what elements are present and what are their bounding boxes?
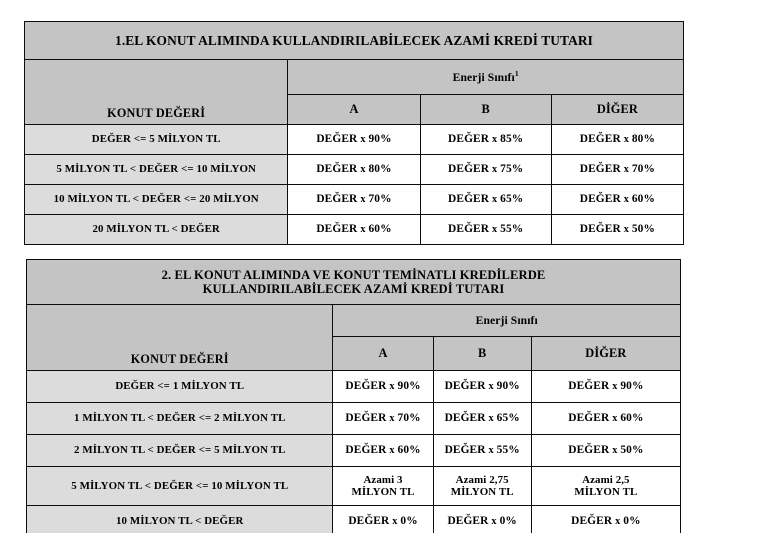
table-two-title-row [27, 260, 681, 305]
table-row [25, 185, 684, 215]
table-two-cell: DEĞER x 70% [333, 403, 433, 435]
table-two-cell: DEĞER x 0% [433, 506, 531, 533]
table-two-cell-line1: Azami 2,5 [582, 473, 630, 486]
table-one-row-header-cell [25, 60, 288, 125]
table-two-column-header-b: B [433, 337, 531, 371]
table-one-cell: DEĞER x 50% [551, 215, 683, 245]
table-two-title-line1: 2. EL KONUT ALIMINDA VE KONUT TEMİNATLI KREDİLERDE [161, 267, 546, 282]
max-credit-table-first-hand [24, 21, 684, 245]
table-one-cell: DEĞER x 65% [420, 185, 551, 215]
table-two-cell: DEĞER x 0% [531, 506, 680, 533]
table-one-cell: DEĞER x 70% [551, 155, 683, 185]
table-two-cell-line1: Azami 3 [363, 473, 403, 486]
table-two-column-header-a: A [333, 337, 433, 371]
table-two-cell-line2: MİLYON TL [450, 486, 514, 498]
table-row [25, 215, 684, 245]
table-one-group-header-row [25, 60, 684, 95]
table-two-cell-line2: MİLYON TL [351, 486, 415, 498]
table-one-column-header-a: A [288, 95, 420, 125]
table-one-row-label: DEĞER <= 5 MİLYON TL [25, 125, 288, 155]
table-two-cell: DEĞER x 90% [433, 371, 531, 403]
table-two-row-label: DEĞER <= 1 MİLYON TL [27, 371, 333, 403]
table-one-cell: DEĞER x 80% [288, 155, 420, 185]
table-one-group-header-label: Enerji Sınıfı [452, 70, 515, 84]
table-row [27, 506, 681, 533]
table-two-cell: DEĞER x 60% [531, 403, 680, 435]
table-one-cell: DEĞER x 70% [288, 185, 420, 215]
table-two-cell [333, 467, 433, 506]
table-one-cell: DEĞER x 60% [551, 185, 683, 215]
table-one-cell: DEĞER x 85% [420, 125, 551, 155]
table-one-group-header-footnote-marker: 1 [514, 68, 519, 78]
table-two-row-label: 1 MİLYON TL < DEĞER <= 2 MİLYON TL [27, 403, 333, 435]
table-row [27, 403, 681, 435]
table-two-cell: DEĞER x 90% [531, 371, 680, 403]
table-two-row-label: 5 MİLYON TL < DEĞER <= 10 MİLYON TL [27, 467, 333, 506]
table-row [27, 435, 681, 467]
table-row [25, 155, 684, 185]
max-credit-table-second-hand [26, 259, 681, 533]
table-one-cell: DEĞER x 90% [288, 125, 420, 155]
table-two-group-header: Enerji Sınıfı [333, 305, 681, 337]
table-row [27, 467, 681, 506]
table-two-cell [433, 467, 531, 506]
table-two-column-header-diger: DİĞER [531, 337, 680, 371]
table-one-title: 1.EL KONUT ALIMINDA KULLANDIRILABİLECEK AZAMİ KREDİ TUTARI [25, 22, 684, 60]
table-row [25, 125, 684, 155]
table-one-row-label: 20 MİLYON TL < DEĞER [25, 215, 288, 245]
table-two-cell: DEĞER x 50% [531, 435, 680, 467]
table-two-cell: DEĞER x 55% [433, 435, 531, 467]
table-one-row-label: 10 MİLYON TL < DEĞER <= 20 MİLYON [25, 185, 288, 215]
table-one-column-header-diger: DİĞER [551, 95, 683, 125]
table-two-cell-line1: Azami 2,75 [455, 473, 509, 486]
table-one-cell: DEĞER x 60% [288, 215, 420, 245]
table-two-cell: DEĞER x 0% [333, 506, 433, 533]
table-one-cell: DEĞER x 80% [551, 125, 683, 155]
table-two-row-label: 10 MİLYON TL < DEĞER [27, 506, 333, 533]
table-one-row-label: 5 MİLYON TL < DEĞER <= 10 MİLYON [25, 155, 288, 185]
table-one-row-header-label: KONUT DEĞERİ [107, 106, 206, 121]
table-two-row-header-label: KONUT DEĞERİ [130, 352, 229, 367]
table-two-title [27, 260, 681, 305]
table-one-cell: DEĞER x 75% [420, 155, 551, 185]
table-two-row-header-cell [27, 305, 333, 371]
table-one-cell: DEĞER x 55% [420, 215, 551, 245]
table-two-title-line2: KULLANDIRILABİLECEK AZAMİ KREDİ TUTARI [202, 282, 505, 296]
table-two-cell-line2: MİLYON TL [574, 486, 638, 498]
table-two-group-header-row [27, 305, 681, 337]
table-two-cell: DEĞER x 90% [333, 371, 433, 403]
table-one-column-header-b: B [420, 95, 551, 125]
table-one-title-row [25, 22, 684, 60]
table-one-group-header [288, 60, 684, 95]
table-two-cell: DEĞER x 65% [433, 403, 531, 435]
table-two-cell [531, 467, 680, 506]
table-row [27, 371, 681, 403]
table-two-cell: DEĞER x 60% [333, 435, 433, 467]
table-two-row-label: 2 MİLYON TL < DEĞER <= 5 MİLYON TL [27, 435, 333, 467]
